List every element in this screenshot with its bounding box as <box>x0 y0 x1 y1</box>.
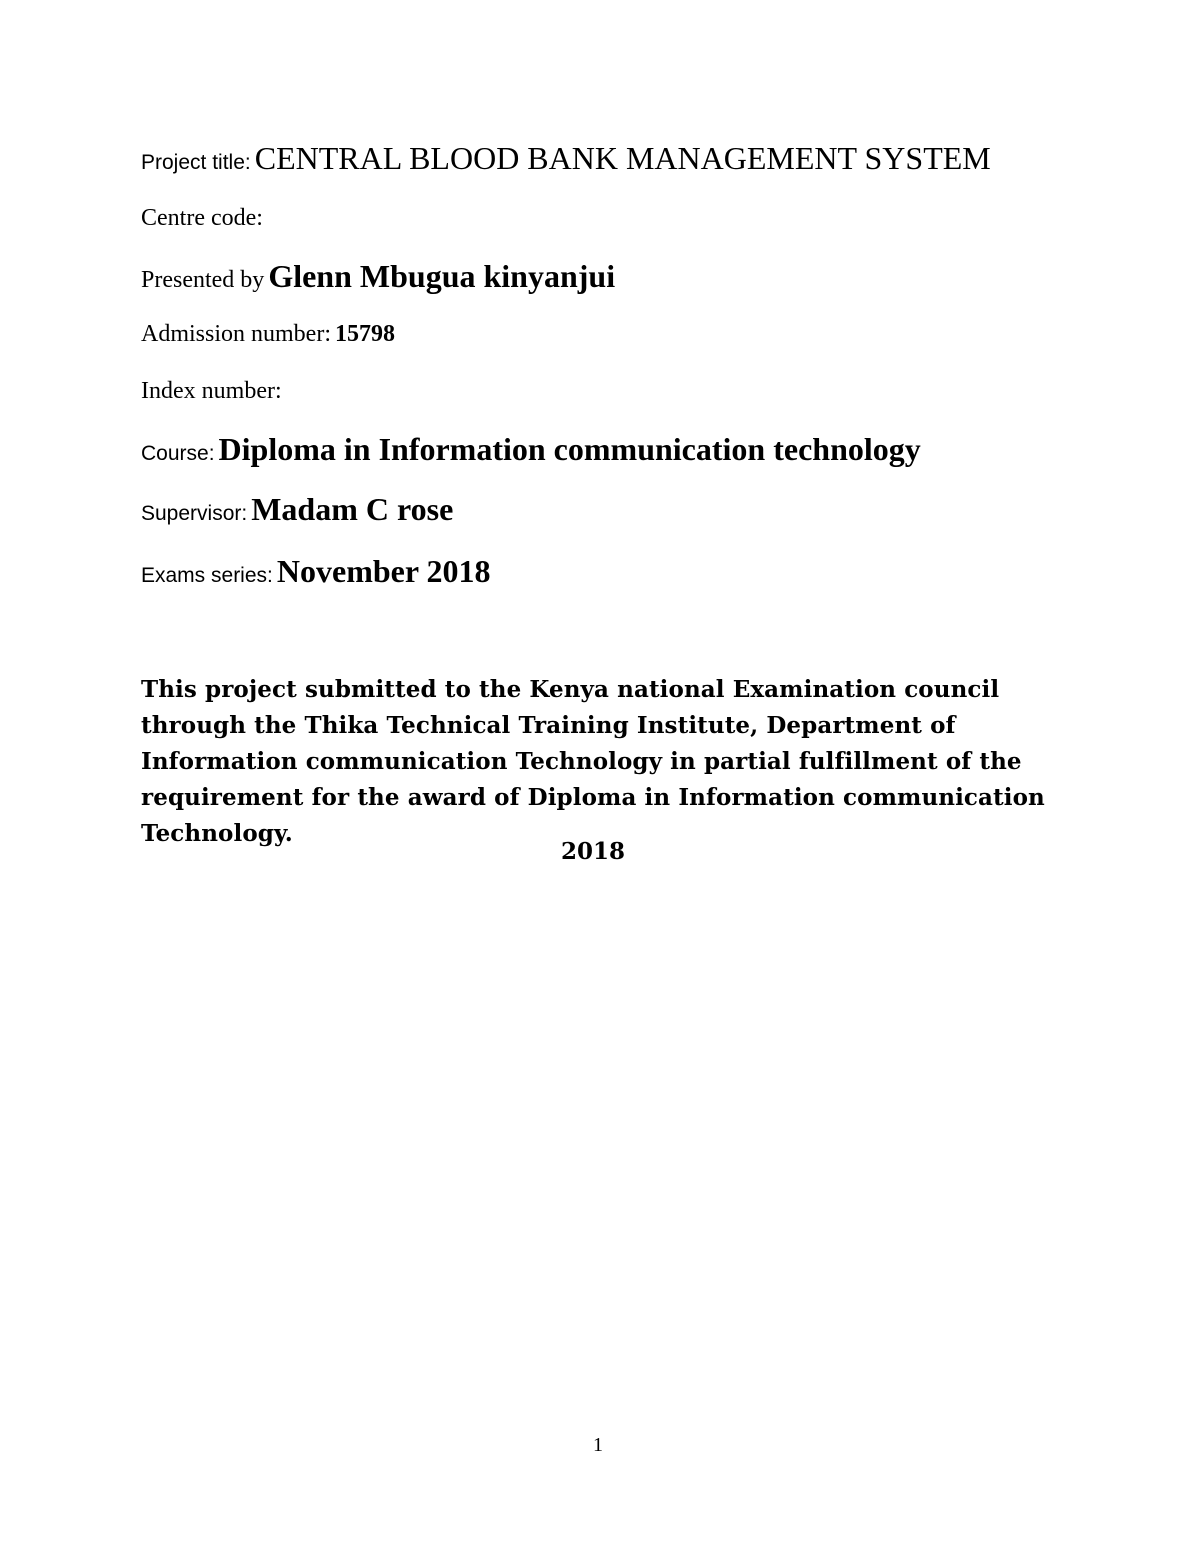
presented-by-line <box>141 258 615 295</box>
project-title-line <box>141 140 991 177</box>
exams-series-value: November 2018 <box>276 553 491 589</box>
page-number <box>0 1434 1200 1457</box>
submission-statement: This project submitted to the Kenya national Examination council through the Thika Technical Training Institute, Department of Information communication Technology in partial fulfillment of the requirement for the award of Diploma in Information communication Technology. <box>141 676 1045 847</box>
project-title-label: Project title: <box>141 151 251 174</box>
admission-number-label: Admission number: <box>141 321 331 347</box>
course-label: Course: <box>141 442 215 465</box>
presenter-name: Glenn Mbugua kinyanjui <box>268 258 616 294</box>
exams-series-line <box>141 553 490 590</box>
index-number-label: Index number: <box>141 378 282 404</box>
supervisor-label: Supervisor: <box>141 502 248 525</box>
centre-code-line <box>141 205 263 232</box>
presented-by-label: Presented by <box>141 267 265 293</box>
admission-number-line <box>141 321 395 348</box>
course-line <box>141 431 921 468</box>
admission-number-value: 15798 <box>335 321 395 347</box>
supervisor-line <box>141 491 453 528</box>
course-value: Diploma in Information communication technology <box>218 431 921 467</box>
submission-year-text: 2018 <box>560 838 625 865</box>
index-number-line <box>141 378 282 405</box>
exams-series-label: Exams series: <box>141 564 273 587</box>
supervisor-value: Madam C rose <box>251 491 454 527</box>
centre-code-label: Centre code: <box>141 205 263 231</box>
submission-year <box>0 838 1200 865</box>
page-number-text: 1 <box>593 1434 603 1456</box>
project-title-value: CENTRAL BLOOD BANK MANAGEMENT SYSTEM <box>254 140 991 176</box>
